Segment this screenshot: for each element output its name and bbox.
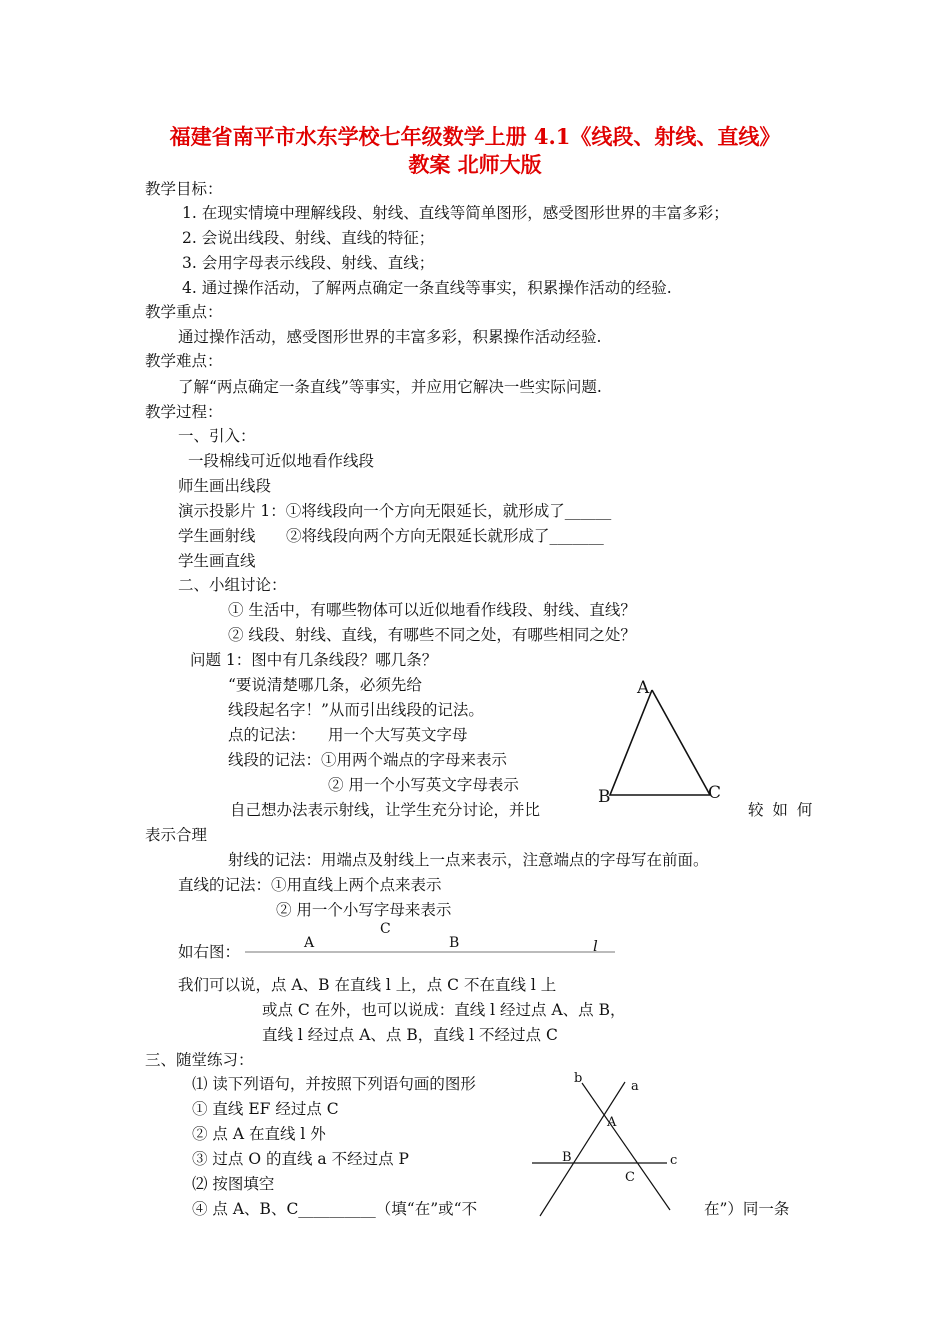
problem-line: 表示合理 — [145, 826, 208, 844]
point-label-a: A — [304, 935, 315, 951]
intro-line: 学生画射线 — [178, 527, 256, 545]
document-title-line-1: 福建省南平市水东学校七年级数学上册 4.1《线段、射线、直线》 — [169, 124, 781, 149]
difficulty-text: 了解“两点确定一条直线”等事实，并应用它解决一些实际问题. — [178, 378, 602, 396]
line-figure — [240, 918, 620, 958]
discussion-heading: 二、小组讨论： — [178, 576, 287, 594]
problem-line: 我们可以说，点 A、B 在直线 l 上，点 C 不在直线 l 上 — [178, 976, 557, 994]
label-point-a: A — [607, 1115, 617, 1130]
problem-line: 自己想办法表示射线，让学生充分讨论，并比 — [230, 801, 541, 819]
intro-line: 师生画出线段 — [178, 477, 272, 495]
problem-line: 直线 l 经过点 A、点 B，直线 l 不经过点 C — [262, 1026, 558, 1044]
problem-line: 线段的记法：①用两个端点的字母来表示 — [228, 751, 508, 769]
problem-line: 直线的记法：①用直线上两个点来表示 — [178, 876, 442, 894]
practice-line: ② 点 A 在直线 l 外 — [192, 1125, 326, 1143]
practice-line: ⑴ 读下列语句，并按照下列语句画的图形 — [192, 1075, 476, 1093]
vertex-label-c: C — [708, 783, 722, 803]
point-label-b: B — [449, 935, 460, 951]
intro-line: ②将线段向两个方向无限延长就形成了_______ — [286, 527, 604, 545]
problem-line: 如右图： — [178, 943, 241, 961]
goals-heading: 教学目标： — [145, 180, 223, 198]
goal-item: 4. 通过操作活动，了解两点确定一条直线等事实，积累操作活动的经验. — [182, 279, 672, 297]
problem-line: 点的记法： — [228, 726, 306, 744]
point-label-c: C — [380, 921, 391, 937]
label-a: a — [631, 1079, 639, 1094]
problem-line: ② 用一个小写字母来表示 — [276, 901, 452, 919]
problem-line: “要说清楚哪几条，必须先给 — [228, 676, 422, 694]
goal-item: 3. 会用字母表示线段、射线、直线； — [182, 254, 435, 272]
document-title-line-2: 教案 北师大版 — [408, 152, 542, 177]
vertex-label-b: B — [598, 787, 611, 807]
practice-line: ⑵ 按图填空 — [192, 1175, 275, 1193]
problem-line: 较 如 何 — [748, 801, 815, 819]
problem-line: 用一个大写英文字母 — [328, 726, 468, 744]
triangle-figure — [590, 670, 730, 810]
intro-line: 一段棉线可近似地看作线段 — [188, 452, 375, 470]
line-b — [582, 1083, 670, 1210]
practice-heading: 三、随堂练习： — [145, 1051, 254, 1069]
problem-line: 线段起名字！”从而引出线段的记法。 — [228, 701, 484, 719]
problem-line: 射线的记法：用端点及射线上一点来表示，注意端点的字母写在前面。 — [228, 851, 709, 869]
three-lines-figure — [525, 1068, 695, 1218]
discussion-question: ① 生活中，有哪些物体可以近似地看作线段、射线、直线？ — [228, 601, 636, 619]
problem-line: ② 用一个小写英文字母表示 — [328, 776, 519, 794]
label-point-c: C — [625, 1170, 635, 1185]
practice-line: ③ 过点 O 的直线 a 不经过点 P — [192, 1150, 409, 1168]
intro-line: 演示投影片 1：①将线段向一个方向无限延长，就形成了______ — [178, 502, 612, 520]
vertex-label-a: A — [637, 678, 650, 698]
intro-heading: 一、引入： — [178, 427, 256, 445]
process-heading: 教学过程： — [145, 403, 223, 421]
practice-line: ④ 点 A、B、C__________（填“在”或“不 — [192, 1200, 478, 1218]
problem-line: 问题 1：图中有几条线段？哪几条？ — [190, 651, 438, 669]
difficulty-heading: 教学难点： — [145, 352, 223, 370]
discussion-question: ② 线段、射线、直线，有哪些不同之处，有哪些相同之处？ — [228, 626, 636, 644]
goal-item: 1. 在现实情境中理解线段、射线、直线等简单图形，感受图形世界的丰富多彩； — [182, 204, 729, 222]
key-point-text: 通过操作活动，感受图形世界的丰富多彩，积累操作活动经验. — [178, 328, 602, 346]
practice-line: 在”）同一条 — [704, 1200, 790, 1218]
label-point-b: B — [562, 1150, 572, 1165]
line-label-l: l — [593, 937, 598, 955]
label-b: b — [574, 1071, 583, 1086]
label-c: c — [670, 1153, 678, 1168]
key-point-heading: 教学重点： — [145, 303, 223, 321]
goal-item: 2. 会说出线段、射线、直线的特征； — [182, 229, 435, 247]
intro-line: 学生画直线 — [178, 552, 256, 570]
problem-line: 或点 C 在外，也可以说成：直线 l 经过点 A、点 B， — [262, 1001, 626, 1019]
practice-line: ① 直线 EF 经过点 C — [192, 1100, 339, 1118]
line-a — [540, 1082, 625, 1216]
